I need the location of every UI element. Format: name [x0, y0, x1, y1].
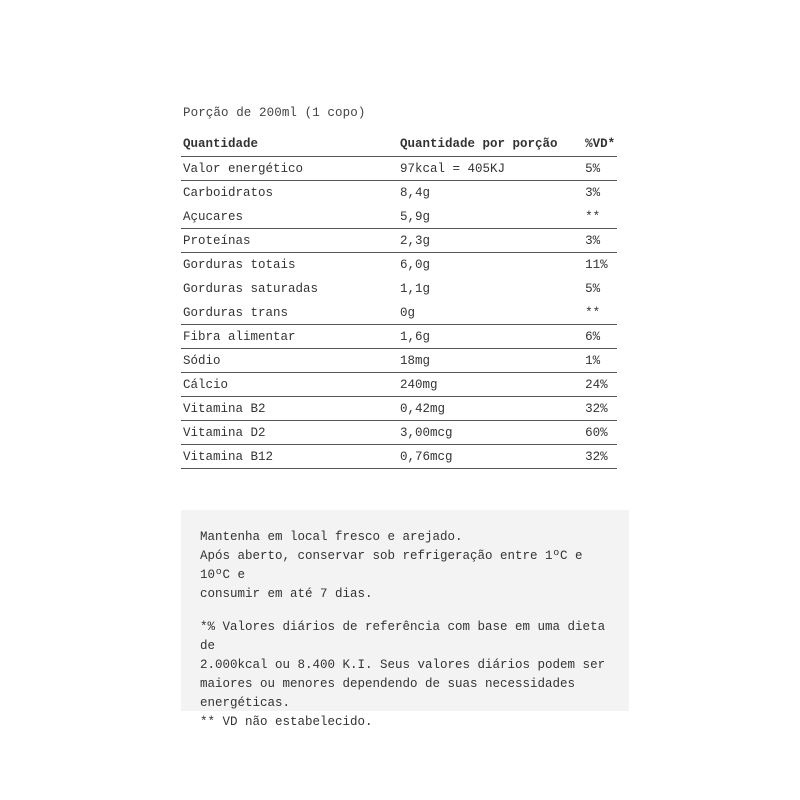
nutrient-name: Gorduras totais [183, 258, 296, 272]
nutrient-amount: 0,76mcg [400, 449, 453, 464]
nutrient-name: Gorduras trans [183, 305, 289, 320]
nutrient-daily-value: 3% [585, 186, 601, 200]
table-row [181, 349, 617, 373]
nutrient-name: Sódio [183, 353, 221, 368]
nutrient-name: Cálcio [183, 377, 229, 392]
storage-instructions: Mantenha em local fresco e arejado. Após aberto, conservar sob refrigeração entre 1ºC e 10ºC e consumir em até 7 dias. [200, 530, 583, 601]
table-row [181, 421, 617, 445]
daily-value-footnote: *% Valores diários de referência com base em uma dieta de 2.000kcal ou 8.400 K.I. Seus valores diários podem ser maiores ou menores dependendo de suas necessidades energéticas. ** VD não estabelecido. [200, 620, 606, 729]
nutrient-name: Vitamina B12 [183, 449, 274, 464]
nutrition-table [181, 131, 617, 469]
nutrient-amount: 2,3g [400, 233, 431, 248]
nutrient-daily-value: 1% [585, 353, 601, 368]
nutrient-amount: 3,00mcg [400, 425, 453, 440]
table-row [181, 301, 617, 325]
nutrient-amount: 97kcal = 405KJ [400, 161, 506, 176]
nutrient-daily-value: 24% [585, 377, 608, 392]
nutrient-daily-value: ** [585, 305, 601, 320]
nutrient-daily-value: 5% [585, 161, 601, 176]
nutrient-daily-value: ** [585, 209, 601, 224]
nutrient-daily-value: 11% [585, 258, 608, 272]
table-row [181, 373, 617, 397]
nutrient-amount: 5,9g [400, 209, 431, 224]
nutrient-daily-value: 3% [585, 233, 601, 248]
nutrient-name: Vitamina D2 [183, 425, 266, 440]
nutrient-amount: 1,6g [400, 329, 431, 344]
nutrient-name: Gorduras saturadas [183, 282, 319, 296]
nutrient-name: Fibra alimentar [183, 329, 296, 344]
nutrient-name: Vitamina B2 [183, 401, 266, 416]
nutrient-name: Açucares [183, 209, 244, 224]
table-row [181, 205, 617, 229]
nutrient-amount: 8,4g [400, 186, 431, 200]
table-row [181, 445, 617, 469]
table-row [181, 157, 617, 181]
table-row [181, 253, 617, 277]
portion-label: Porção de 200ml (1 copo) [183, 106, 366, 120]
table-header [181, 131, 617, 157]
nutrient-amount: 1,1g [400, 282, 431, 296]
notes-box [181, 510, 629, 729]
nutrient-amount: 240mg [400, 377, 438, 392]
header-quantity: Quantidade [183, 136, 259, 151]
table-row [181, 397, 617, 421]
nutrient-name: Valor energético [183, 161, 304, 176]
nutrient-name: Proteínas [183, 233, 251, 248]
nutrient-daily-value: 60% [585, 425, 608, 440]
table-row [181, 277, 617, 301]
nutrient-amount: 6,0g [400, 258, 431, 272]
table-row [181, 325, 617, 349]
nutrient-name: Carboidratos [183, 186, 274, 200]
nutrient-daily-value: 6% [585, 329, 601, 344]
table-row [181, 229, 617, 253]
header-per-portion: Quantidade por porção [400, 136, 558, 151]
nutrient-amount: 0g [400, 305, 416, 320]
header-daily-value: %VD* [585, 136, 616, 151]
nutrient-daily-value: 5% [585, 282, 601, 296]
nutrient-daily-value: 32% [585, 401, 608, 416]
table-row [181, 181, 617, 205]
nutrient-daily-value: 32% [585, 449, 608, 464]
nutrient-amount: 0,42mg [400, 401, 446, 416]
nutrient-amount: 18mg [400, 353, 431, 368]
